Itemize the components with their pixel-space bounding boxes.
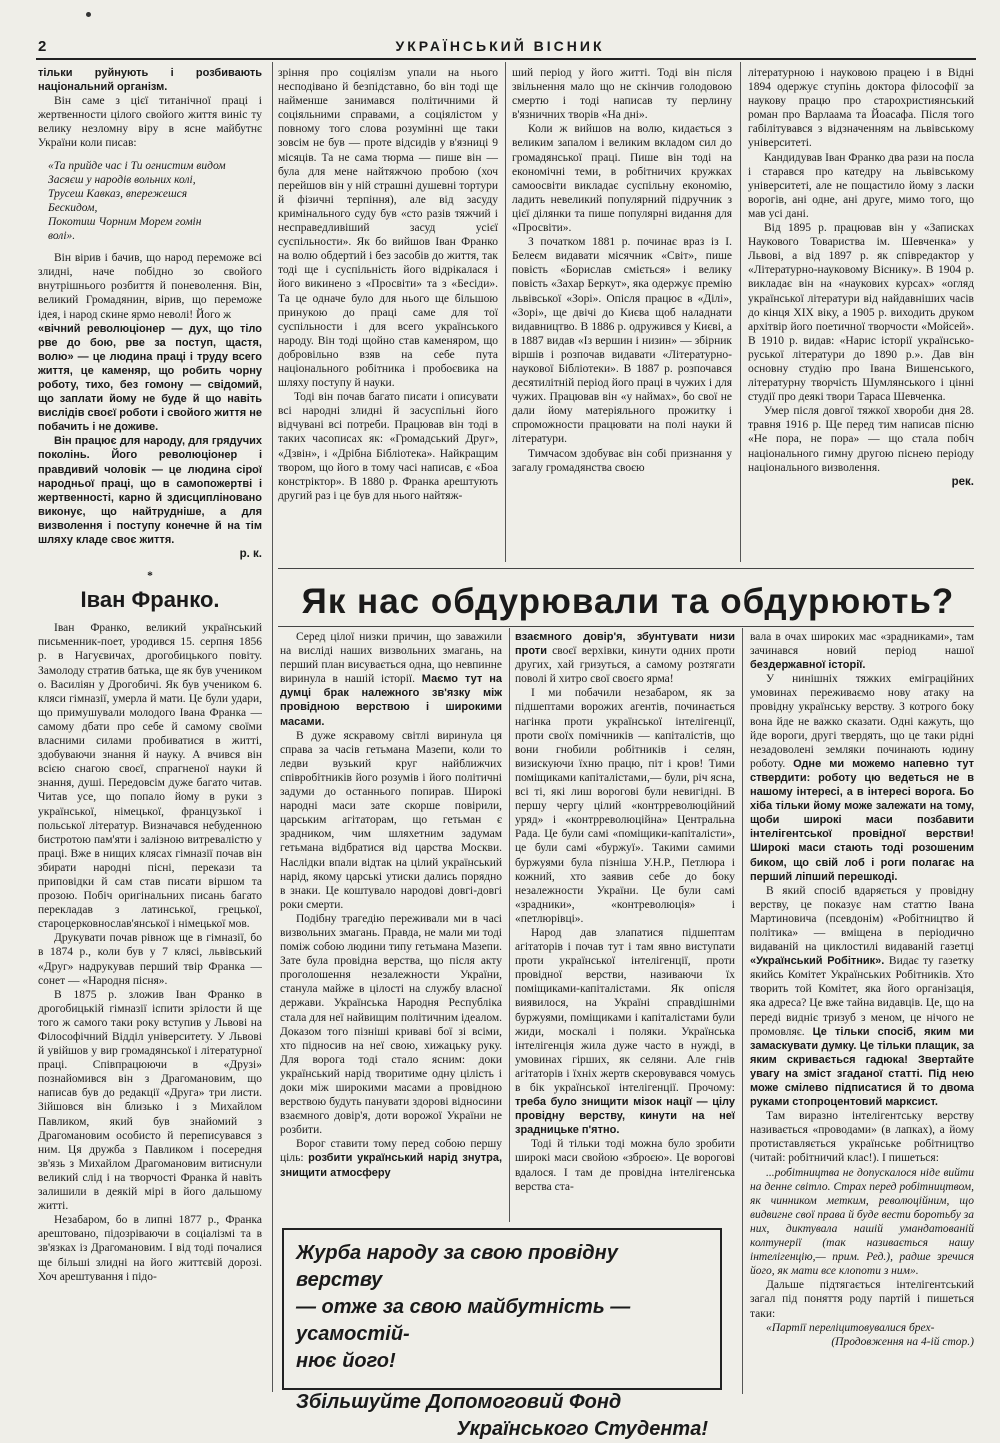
paragraph	[750, 630, 974, 672]
bold-paragraph: «вічний революціонер — дух, що тіло рве до бою, рве за поступ, щастя, волю» — це людина праці і труду всего життя, це каменяр, що робить чорну роботу, тихо, без гомону — свідомий, що заплати йому не буде й що навіть вислідів своєї роботи і свойого життя не побачить і не доживе.	[38, 322, 262, 434]
article-column-2	[515, 630, 735, 1220]
bold-text: розбити український нарід знутра, знищити атмосферу	[280, 1152, 502, 1179]
text: У нинішніх тяжких еміграційних умовинах переживаємо нову атаку на провідну українську верству. З котрого боку вона йде не важко сказати. Одні кажуть, що йде вороги, другі твердять, що це таки рідні незадоволені земляки починають юдину роботу.	[750, 673, 974, 770]
ink-dot	[86, 12, 91, 17]
text: Ворог ставити тому перед собою першу ціль:	[280, 1138, 502, 1165]
text: Серед цілої низки причин, що заважили на висліді наших визвольних змагань, на перший план висувається одна, що невпинне виринула в нашій історії.	[280, 631, 502, 686]
paragraph	[515, 630, 735, 686]
paragraph	[280, 630, 502, 729]
text: Видає ту газетку якийсь Комітет Українських Робітників. Хто творить той Комітет, яка його організація, яка адреса? Це вже тайна видавців. Це, що на переді видніє тризуб з меном, це нічого не промовляє.	[750, 955, 974, 1038]
paragraph: З початком 1881 р. починає враз із І. Белеєм видавати місячник «Світ», пише повість «Борислав сміється» і велику повість «Захар Беркут», яка одержує премію львівської «Зорі». Опісля працює в «Ділі», «Зорі», ще двічі до Києва щоб наладнати видавництво. В 1886 р. одружився у Києві, а в 1887 видав «Із вершин і низин» — збірник віршів і розпочав видавати «Літературно-наукової Бібліотеки». В 1887 р. розпочався десятилітній період його праці в чужих і для чужих. Працював він «у наймах», бо свої не дали йому матеріяльного прожитку і спроможности працювати на полі науки й літератури.	[512, 236, 732, 446]
paragraph: ший період у його житті. Тоді він після звільнення мало що не скінчив голодовою смертю і тоді написав ту перлину в'язничних творів «На дні».	[512, 67, 732, 122]
paragraph	[280, 1137, 502, 1179]
column-divider-2	[505, 62, 506, 562]
headline-bottom-rule	[278, 626, 974, 627]
paragraph: Іван Франко, великий український письменник-поет, уродився 15. серпня 1856 р. в Нагуєвичах, дрогобицького повіту. Замолоду стратив батька, ще як був учеником о. Василіян у Дрогобичі. Як був учеником 6. кляси гімназії, умерла й мати. Це були удари, що примушували молодого Івана Франка — самому дбати про себе й самому своїми власними силами пробиватися в житті, здобуваючи знання й науку. А вчився він всією снагою своєї, спрагненої науки й знання, душі. Передовсім дуже багато читав. Читав усе, що попало йому в руки з української, німецької, французької і польської літератур. Визначався небуденною бистротою пам'яти і залізною витревалістю у праці. Вже в нищих клясах гімназії почав він збирати народні пісні, перекази та приповідки й сам став писати віршом та прозою. Побіч оригінальних писань багато перекладав з латинської, грецької, староцерковнослав'янської і німецької мов.	[38, 622, 262, 931]
quote: ...робітництва не допускалося ніде вийти на денне світло. Страх перед робітництвом, як чинником метким, революційним, що видвигне свої права й буде вести боротьбу за них, диктувала нашій умандатованій колтунерії (так називається нашу інтелігенцію,— прим. Ред.), радше зречися його, як мати все клопоти з ним».	[750, 1166, 974, 1278]
paragraph: літературною і науковою працею і в Відні 1894 одержує ступінь доктора філософії за наукову працю про старохристиянський роман про Варлаама та Йоасафа. Після того габілітувався з відзначенням на львівському університеті.	[748, 67, 974, 150]
paragraph: Від 1895 р. працював він у «Записках Наукового Товариства ім. Шевченка» у Львові, а від 1897 р. як співредактор у «Літературно-науковому Віснику». В 1904 р. викладає він на «наукових курсах» «огляд української літератури від найдавніших часів до кінця XIX віку, а 1905 р. виходить друком архітвір його поетичної творчости «Мойсей». В 1910 р. видав: «Нарис історії українсько-руської літератури до 1890 р.». Дав він основну студію про Івана Вишенського, літературну творчість Шумлянського і цінні студії про деякі твори Тараса Шевченка.	[748, 222, 974, 404]
column-divider-3	[740, 62, 741, 562]
bold-paragraph: Він працює для народу, для грядучих поколінь. Його революціонер і правдивий чоловік — це людина сірої народньої праці, що в самопожертві і жертвенності, карно й здисципліновано виконує, що найтрудніше, а для визволення і поступу конечне й на тім шляху кладе своє життя.	[38, 435, 262, 546]
bold-text: бездержавної історії.	[750, 659, 866, 672]
appeal-line: — отже за свою майбутність — усамостій-	[296, 1296, 631, 1345]
bold-text: Це тільки спосіб, яким ми замаскувати думку. Це тільки плащик, за яким скривається гадюка! Звертайте увагу на зміст згаданої статті. Під нею може смілево підписатися й то двома руками стопроцентовий марксист.	[750, 1025, 974, 1109]
signature: р. к.	[239, 548, 262, 561]
appeal-line: Збільшуйте Допомоговий Фонд	[296, 1391, 622, 1413]
bold-text: Маємо тут на думці брак належного зв'язку між провідною верствою і широкими масами.	[280, 673, 502, 728]
paragraph: тільки руйнують і розбивають національний організм.	[38, 67, 262, 94]
paragraph: Коли ж вийшов на волю, кидається з великим запалом і великим вкладом сил до громадянської праці. Пише він тоді на економічні теми, в робітничих кружках самоосвіти викладає суспільну економію, ладить невеликий популярний підручник з цієї ділянки та пише популярні видання для «Просвіти».	[512, 123, 732, 235]
bold-text: Одне ми можемо напевно тут ствердити: роботу цю ведеться не в нашому інтересі, а в інтересі ворога. Бо хіба тільки йому може залежати на тому, щоби широкі маси позбавити інтелігентської провідної верстви! Широкі маси стають тоді розошеним биком, що свій лоб і роги полагає на перший ліпший перешкоді.	[750, 757, 974, 883]
paragraph: І ми побачили незабаром, як за підшептами ворожих агентів, починається нагінка проти української інтелігенції, проти своїх помічників — капіталістів, що вони гнобили робітників і селян, визискуючи їхню працю, піт і кров! Тими поміщиками капіталістами,— були, річ ясна, всі ті, які лиш ворогові були невигідні. В першу чергу цілий «контрреволюційний уряд» і «контрреволюційна» Центральна Рада. Це були самі «поміщики-капіталісти», це були самі «буржуї». Такими самими буржуями була пізніша У.Н.Р., Петлюра і кожний, хто заявив себе до боку незалежности України. Це були самі «зрадники», «контреволюція» і «петлюрівці».	[515, 687, 735, 925]
paragraph: В дуже яскравому світлі виринула ця справа за часів гетьмана Мазепи, коли то ледви вузький круг найближчих співробітників його розумів і його політичні задуми до останнього попирав. Широкі народні маси зате скорше повірили, царським агітаторам, що гетьман є зрадником, чим шляхетним задумам гетьмана відбратися від царства Москви. Наслідки впали відтак на цілий український нарід, якому царські утиски дались порядно в знаки. Це коштувало народові довгі-довгі роки смерти.	[280, 729, 502, 911]
article-column-3	[750, 630, 974, 1400]
article-column-1	[280, 630, 502, 1220]
paragraph	[515, 926, 735, 1137]
appeal-box	[282, 1228, 722, 1440]
masthead: УКРАЇНСЬКИЙ ВІСНИК	[395, 38, 605, 54]
paragraph: Він саме з цієї титанічної праці і жертвенности цілого свойого життя виніс ту велику незломну віру в ясне майбутнє України коли писав:	[38, 95, 262, 150]
column-4	[748, 66, 974, 562]
column-divider-4	[509, 628, 510, 1222]
text: Народ дав злапатися підшептам агітаторів і почав тут і там явно виступати проти української інтелігенції, проти провідної верстви, називаючи їх поміщиками-капіталістами. Як опісля виявилося, на Україні справдішніми буржуями, поміщиками і капіталістами були жиди, москалі і поляки. Українська інтелігенція жила дуже часто в нужді, в умовинах гірших, як селяни. Але гнів агітаторів і їхніх жертв скеровувався чомусь в бік української інтелігенції. Прочому:	[515, 926, 735, 1094]
appeal-line: Журба народу за свою провідну верству	[296, 1242, 618, 1291]
paragraph: Умер після довгої тяжкої хвороби дня 28. травня 1916 р. Ще перед тим написав пісню «Не пора, не пора» — що стала побіч національного гимну другою піснею періоду національного визволення.	[748, 405, 974, 474]
article-headline: Як нас обдурювали та обдурюють?	[301, 582, 955, 621]
column-2	[278, 66, 498, 562]
bold-text: «Український Робітник».	[750, 955, 885, 968]
paragraph: Тимчасом здобуває він собі признання у загалу громадянства своєю	[512, 447, 732, 474]
quote: «Партії переліцитовувалися брех-	[766, 1321, 935, 1334]
separator-star: *	[147, 570, 153, 583]
section-title: Іван Франко.	[80, 587, 220, 613]
continuation-note: (Продовження на 4-ій стор.)	[831, 1335, 974, 1348]
paragraph: Тоді він почав багато писати і описувати всі народні злидні й засуспільні його відчувані всі потреби. Працював він тоді в таких часописах як: «Громадський Друг», «Дзвін», і «Дрібна Бібліотека». Найкращим твором, що його в тому часі написав, є «Боа констріктор». В 1880 р. Франка арештують другий раз і це був для нього найтяж-	[278, 391, 498, 502]
paragraph	[750, 884, 974, 1110]
text: вала в очах широких мас «зрадниками», там зачинався новий період нашої	[750, 631, 974, 658]
column-1	[38, 66, 262, 1396]
paragraph: В 1875 р. зложив Іван Франко в дрогобицькій гімназії іспити зрілости й ще того ж самого таки року вступив у Львові на Філософічний Відділ університету. У Львові й увійшов у вир громадянської і літературної праці. Співпрацюючи в «Друзі» познайомився він з Драгомановим, що написав був до редакції «Друга» три листи. Зійшовся він близько і з Михайлом Павликом, який був знайомий з Драгомановим особисто й переписувався з ним. Ця дружба з Павликом і посередня зв'язь з Михайлом Драгомановим витиснули великий слід і на творчості Франка й навіть залишили в деякій мірі в його дальшому житті.	[38, 988, 262, 1213]
paragraph: Там виразно інтелігентську верству називається «проводами» (в лапках), а йому протиставляється українське робітництво (читай: робітничий клас!). І пишеться:	[750, 1110, 974, 1165]
paragraph: Подібну трагедію переживали ми в часі визвольних змагань. Правда, не мали ми тоді поміж собою людини типу гетьмана Мазепи. Зате була провідна верства, що після акту проголошення незалежности України, станула майже в цілості на службу власної держави. Українська Народня Республіка стала для неї найвищим політичним ідеалом. Доказом того пізніші криваві бої зі всіми, хто підносив на неї свою, хижацьку руку. Для ворога тоді стало ясним: доки український нарід творитиме одну цілість і доки між широкими масами а провідною верствою будуть панувати здорові відносини взаємного довір'я, доти ворожої України не розбити.	[280, 912, 502, 1137]
paragraph: Тоді й тільки тоді можна було зробити широкі маси свойою «зброєю». Це ворогові вдалося. І там де провідна інтелігенська верства ста-	[515, 1138, 735, 1193]
header-rule	[36, 58, 976, 60]
paragraph: Незабаром, бо в липні 1877 р., Франка арештовано, підозріваючи в соціалізмі та в зв'язках із Драгомановим. І від тоді почалися ще більші злидні на його життєвій дорозі. Хоч арештування і підо-	[38, 1214, 262, 1283]
poem-quote: «Та прийде час і Ти огнистим видом Засяєш у народів вольних колі, Трусеш Кавказ, впережешся Бескидом, Покотиш Чорним Морем гомін волі».	[48, 159, 226, 243]
paragraph: Дальше підтягається інтелігентський загал під поняття роду партій і пишеться таки:	[750, 1279, 974, 1320]
paragraph: Кандидував Іван Франко два рази на посла і старався про катедру на львівському університеті, але не пощастило йому з ласки ворогів, ані одне, ані друге, мимо того, що мав усі дані.	[748, 151, 974, 220]
paragraph: Друкувати почав рівнож ще в гімназії, бо в 1874 р., коли був у 7 клясі, львівський «Друг» надрукував перший твір Франка — сонет — «Народня пісня».	[38, 932, 262, 987]
page-number: 2	[38, 38, 47, 55]
bold-text: треба було знищити мізок нації — цілу провідну верству, кинути на неї зрадницьке п'ятно.	[515, 1096, 735, 1137]
column-divider-1	[272, 62, 273, 1392]
text: своєї верхівки, кинути одних проти других, хай гризуться, а самому розтягати поволі й хитро свої своєго ярма!	[515, 645, 735, 686]
signature: рек.	[951, 475, 974, 488]
headline-top-rule	[278, 568, 974, 569]
paragraph: зріння про соціялізм упали на нього несподівано й безпідставно, бо він тоді ще найменше занимався політичними й соціяльними справами, а соціялістом у повному того слова розумінні ще таки зовсім не був — проте відсидів у в'язниці 9 місяців. Та не сама тюрма — пише він — була для мене найтяжчою пробою (хоч перейшов він у ній страшні душевні тортури й фізичні терпіння), але від засуду кримінального суду був «сто разів тяжчий і несправедливіший засуд усієї суспільности». Як бо вийшов Іван Франко на волю обдертий і без засобів до життя, так тоді ще і суспільність його відрікалася і його викинено з «Просвіти» та з «Бесіди». Та це одначе було для нього ще більшою принукою до праці саме для тої суспільности і для всего українського народу. Він тоді щойно став каменяром, що добровільно взяв на себе пута національного робітника і пробоєвика на шляху поступу й науки.	[278, 67, 498, 390]
appeal-line: нює його!	[296, 1350, 396, 1372]
appeal-line: Українського Студента!	[456, 1418, 708, 1440]
column-divider-5	[742, 628, 743, 1394]
column-3	[512, 66, 732, 562]
bold-text: взаємного довір'я, збунтувати низи проти	[515, 631, 735, 658]
text: В який спосіб вдаряється у провідну верству, це показує нам статтю Івана Мартиновича (псевдонім) «Робітництво й політика» — вміщена в періодично видаваній на циклостилі видаваній газетці	[750, 884, 974, 954]
paragraph	[750, 672, 974, 883]
paragraph: Він вірив і бачив, що народ переможе всі злидні, наче побідно зо свойого внутрішнього розбиття й поневолення. Він, великий Громадянин, вірив, що переможе ідея, і народ скине ярмо неволі! Його ж	[38, 252, 262, 321]
